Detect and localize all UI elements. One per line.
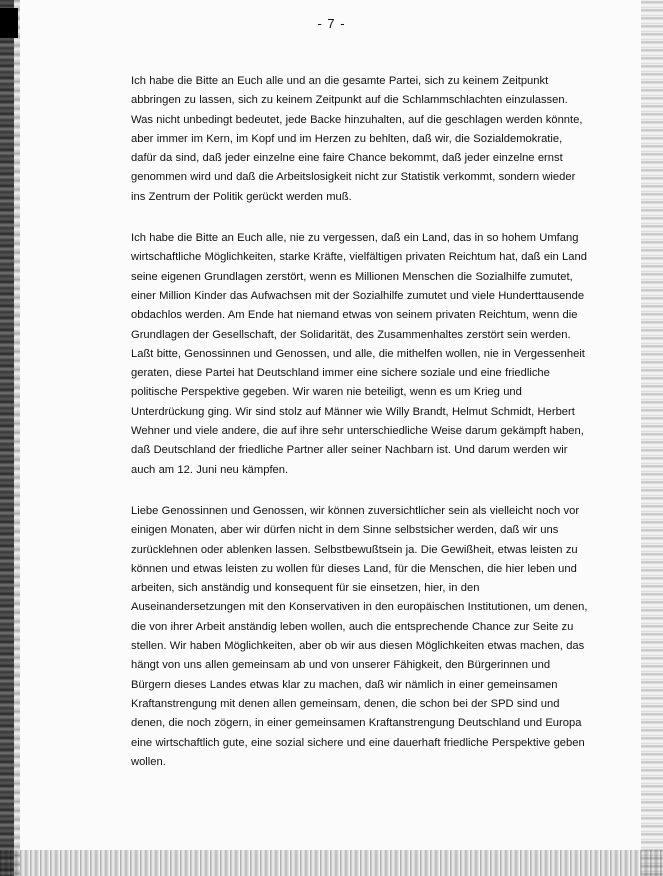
scan-edge-right [641,0,663,876]
scan-edge-bottom [0,850,663,876]
body-text [131,72,589,794]
scan-edge-left [0,0,14,876]
paragraph: Ich habe die Bitte an Euch alle und an die gesamte Partei, sich zu keinem Zeitpunkt abbringen zu lassen, sich zu keinem Zeitpunkt auf die Schlammschlachten einzulassen. Was nicht unbedingt bedeutet, jede Backe hinzuhalten, auf die geschlagen werden könnte, aber immer im Kern, im Kopf und im Herzen zu behlten, daß wir, die Sozialdemokratie, dafür da sind, daß jeder einzelne eine faire Chance bekommt, daß jeder einzelne ernst genommen wird und daß die Arbeitslosigkeit nicht zur Statistik verkommt, sondern wieder ins Zentrum der Politik gerückt werden muß. [131,75,583,203]
paragraph: Ich habe die Bitte an Euch alle, nie zu vergessen, daß ein Land, das in so hohem Umfang wirtschaftliche Möglichkeiten, starke Kräfte, vielfältigen privaten Reichtum hat, daß ein Land seine eigenen Grundlagen zerstört, wenn es Millionen Menschen die Sozialhilfe zumutet, einer Million Kinder das Aufwachsen mit der Sozialhilfe zumutet und viele Hunderttausende obdachlos werden. Am Ende hat niemand etwas von seinem privaten Reichtum, wenn die Grundlagen der Gesellschaft, der Solidarität, des Zusammenhaltes zerstört sein werden. Laßt bitte, Genossinnen und Genossen, und alle, die mithelfen wollen, nie in Vergessenheit geraten, diese Partei hat Deutschland immer eine sichere soziale und eine friedliche politische Perspektive gegeben. Wir waren nie beteiligt, wenn es um Krieg und Unterdrückung ging. Wir sind stolz auf Männer wie Willy Brandt, Helmut Schmidt, Herbert Wehner und viele andere, die auf ihre sehr unterschiedliche Weise darum gekämpft haben, daß Deutschland der friedliche Partner aller seiner Nachbarn ist. Und darum werden wir auch am 12. Juni neu kämpfen. [131,232,587,476]
scan-edge-left-shadow [14,0,20,876]
page-number: - 7 - [317,16,346,31]
paragraph: Liebe Genossinnen und Genossen, wir können zuversichtlicher sein als vielleicht noch vor einigen Monaten, aber wir dürfen nicht in dem Sinne selbstsicher werden, daß wir uns zurücklehnen oder ablenken lassen. Selbstbewußtsein ja. Die Gewißheit, etwas leisten zu können und etwas leisten zu wollen für dieses Land, für die Menschen, die hier leben und arbeiten, sich anständig und konsequent für sie einsetzen, hier, in den Auseinandersetzungen mit den Konservativen in den europäischen Institutionen, um denen, die von ihrer Arbeit anständig leben wollen, auch die entsprechende Chance zur Seite zu stellen. Wir haben Möglichkeiten, aber ob wir aus diesen Möglichkeiten etwas machen, das hängt von uns allen gemeinsam ab und von unserer Fähigkeit, den Bürgerinnen und Bürgern dieses Landes etwas klar zu machen, daß wir nämlich in einer gemeinsamen Kraftanstrengung mit denen allen gemeinsam, denen, die schon bei der SPD sind und denen, die noch zögern, in einer gemeinsamen Kraftanstrengung Deutschland und Europa eine wirtschaftlich gute, eine sozial sichere und eine dauerhaft friedliche Perspektive geben wollen. [131,504,588,768]
